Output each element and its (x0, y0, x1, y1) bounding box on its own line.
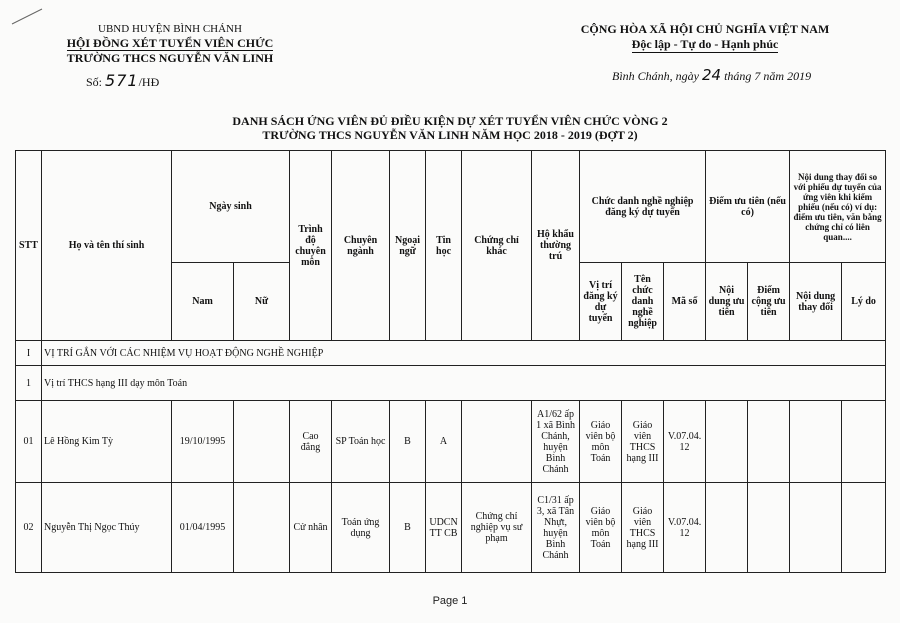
cell-diem-cong (748, 401, 790, 483)
cell-name: Lê Hồng Kim Tỳ (42, 401, 172, 483)
col-chuyen-nganh: Chuyên ngành (332, 151, 390, 341)
cell-dob-nam: 01/04/1995 (172, 483, 234, 573)
cell-vi-tri: Giáo viên bộ môn Toán (580, 401, 622, 483)
col-chung-chi: Chứng chỉ khác (462, 151, 532, 341)
header-row-1 (16, 151, 886, 263)
cell-noi-dung-thay-doi (790, 483, 842, 573)
title-line-1: DANH SÁCH ỨNG VIÊN ĐỦ ĐIỀU KIỆN DỰ XÉT TUYỂN VIÊN CHỨC VÒNG 2 (232, 114, 668, 128)
col-uu-tien-group: Điểm ưu tiên (nếu có) (706, 151, 790, 263)
subsection-num: 1 (16, 366, 42, 401)
date-prefix: Bình Chánh, ngày (612, 69, 699, 83)
cell-tin-hoc: UDCNTT CB (426, 483, 462, 573)
candidate-table (15, 150, 886, 573)
cell-ten-chuc-danh: Giáo viên THCS hạng III (622, 483, 664, 573)
district-name: UBND HUYỆN BÌNH CHÁNH (98, 23, 242, 35)
cell-ly-do (842, 401, 886, 483)
cell-dob-nu (234, 401, 290, 483)
header-right (560, 22, 850, 53)
subsection-label: Vị trí THCS hạng III dạy môn Toán (42, 366, 886, 401)
cell-ten-chuc-danh: Giáo viên THCS hạng III (622, 401, 664, 483)
cell-noi-dung-uu-tien (706, 483, 748, 573)
col-diem-cong: Điểm cộng ưu tiên (748, 263, 790, 341)
cell-noi-dung-thay-doi (790, 401, 842, 483)
subsection-row (16, 366, 886, 401)
cell-chuyen-nganh: Toán ứng dụng (332, 483, 390, 573)
table-row (16, 401, 886, 483)
cell-diem-cong (748, 483, 790, 573)
col-stt: STT (16, 151, 42, 341)
cell-ngoai-ngu: B (390, 483, 426, 573)
cell-trinh-do: Cử nhân (290, 483, 332, 573)
cell-trinh-do: Cao đẳng (290, 401, 332, 483)
col-chuc-danh-group: Chức danh nghề nghiệp đăng ký dự tuyển (580, 151, 706, 263)
title-line-2: TRƯỜNG THCS NGUYỄN VĂN LINH NĂM HỌC 2018 - 2019 (ĐỢT 2) (262, 128, 638, 142)
col-noi-dung-thay-doi: Nội dung thay đổi (790, 263, 842, 341)
cell-ma-so: V.07.04.12 (664, 483, 706, 573)
cell-ho-khau: A1/62 ấp 1 xã Bình Chánh, huyện Bình Chánh (532, 401, 580, 483)
date-suffix: tháng 7 năm 2019 (724, 69, 812, 83)
so-suffix: /HĐ (138, 75, 160, 89)
school-name: TRƯỜNG THCS NGUYỄN VĂN LINH (66, 51, 274, 65)
cell-name: Nguyễn Thị Ngọc Thúy (42, 483, 172, 573)
col-vi-tri: Vị trí đăng ký dự tuyển (580, 263, 622, 341)
col-ten-chuc-danh: Tên chức danh nghề nghiệp (622, 263, 664, 341)
section-row (16, 341, 886, 366)
cell-tin-hoc: A (426, 401, 462, 483)
so-number: 571 (105, 71, 139, 90)
document-number (86, 71, 159, 90)
col-nu: Nữ (234, 263, 290, 341)
date-day: 24 (702, 66, 722, 84)
cell-chung-chi: Chứng chỉ nghiệp vụ sư phạm (462, 483, 532, 573)
col-ngoai-ngu: Ngoại ngữ (390, 151, 426, 341)
col-noi-dung-uu-tien: Nội dung ưu tiên (706, 263, 748, 341)
col-thay-doi-group: Nội dung thay đổi so với phiếu dự tuyển của ứng viên khi kiểm phiếu (nếu có) ví dụ: điểm ưu tiên, văn bằng chứng chỉ có liên quan.... (790, 151, 886, 263)
document-date (612, 66, 811, 84)
cell-ly-do (842, 483, 886, 573)
header-left (40, 22, 300, 65)
section-num: I (16, 341, 42, 366)
council-name: HỘI ĐỒNG XÉT TUYỂN VIÊN CHỨC (66, 36, 274, 50)
col-ma-so: Mã số (664, 263, 706, 341)
cell-dob-nu (234, 483, 290, 573)
col-dob: Ngày sinh (172, 151, 290, 263)
cell-dob-nam: 19/10/1995 (172, 401, 234, 483)
col-trinh-do: Trình độ chuyên môn (290, 151, 332, 341)
col-tin-hoc: Tin học (426, 151, 462, 341)
cell-noi-dung-uu-tien (706, 401, 748, 483)
col-ho-khau: Hộ khẩu thường trú (532, 151, 580, 341)
col-nam: Nam (172, 263, 234, 341)
republic-name: CỘNG HÒA XÃ HỘI CHỦ NGHĨA VIỆT NAM (580, 22, 830, 36)
document-title (130, 114, 770, 142)
cell-ho-khau: C1/31 ấp 3, xã Tân Nhựt, huyện Bình Chánh (532, 483, 580, 573)
cell-stt: 01 (16, 401, 42, 483)
cell-ngoai-ngu: B (390, 401, 426, 483)
cell-chung-chi (462, 401, 532, 483)
section-label: VỊ TRÍ GẮN VỚI CÁC NHIỆM VỤ HOẠT ĐỘNG NGHỀ NGHIỆP (42, 341, 886, 366)
cell-ma-so: V.07.04.12 (664, 401, 706, 483)
col-ly-do: Lý do (842, 263, 886, 341)
cell-vi-tri: Giáo viên bộ môn Toán (580, 483, 622, 573)
so-label: Số: (86, 75, 103, 89)
motto: Độc lập - Tự do - Hạnh phúc (631, 37, 779, 51)
cell-stt: 02 (16, 483, 42, 573)
col-name: Họ và tên thí sinh (42, 151, 172, 341)
table-row (16, 483, 886, 573)
cell-chuyen-nganh: SP Toán học (332, 401, 390, 483)
page-number: Page 1 (432, 595, 468, 607)
